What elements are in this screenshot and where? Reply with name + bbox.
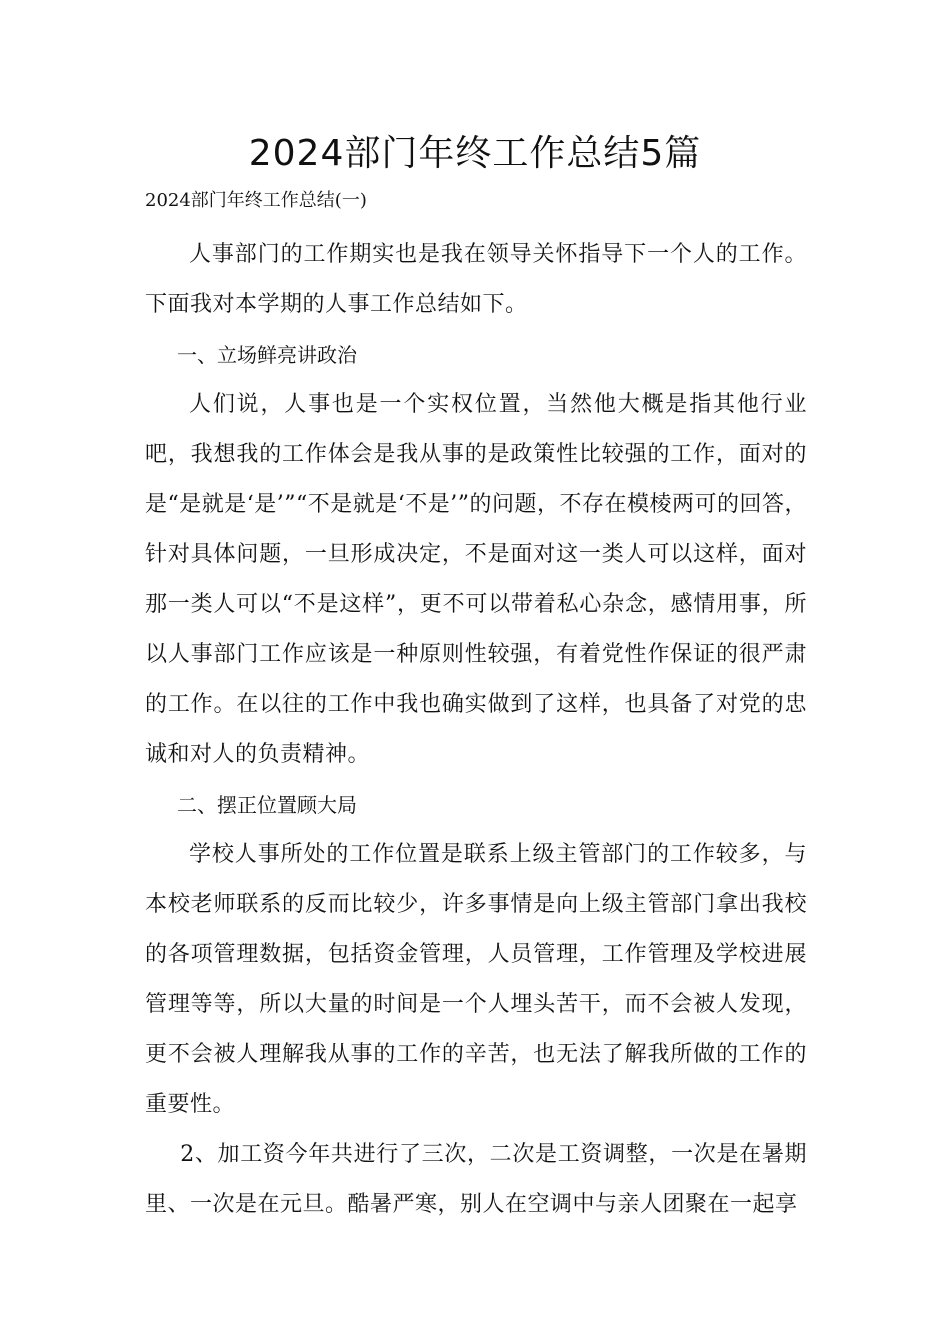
- document-title: 2024部门年终工作总结5篇: [248, 133, 702, 174]
- document-subtitle: 2024部门年终工作总结(一): [145, 190, 367, 211]
- document-body: [145, 230, 807, 1230]
- paragraph-section-2: 学校人事所处的工作位置是联系上级主管部门的工作较多，与本校老师联系的反而比较少，许多事情是向上级主管部门拿出我校的各项管理数据，包括资金管理，人员管理，工作管理及学校进展管理等等，所以大量的时间是一个人埋头苦干，而不会被人发现，更不会被人理解我从事的工作的辛苦，也无法了解我所做的工作的重要性。: [145, 842, 807, 1117]
- section-heading-2: 二、摆正位置顾大局: [177, 793, 357, 817]
- paragraph-section-1: 人们说，人事也是一个实权位置，当然他大概是指其他行业吧，我想我的工作体会是我从事的是政策性比较强的工作，面对的是“是就是‘是’”“不是就是‘不是’”的问题，不存在模棱两可的回答，针对具体问题，一旦形成决定，不是面对这一类人可以这样，面对那一类人可以“不是这样”，更不可以带着私心杂念，感情用事，所以人事部门工作应该是一种原则性较强，有着党性作保证的很严肃的工作。在以往的工作中我也确实做到了这样，也具备了对党的忠诚和对人的负责精神。: [145, 392, 807, 767]
- paragraph-intro: 人事部门的工作期实也是我在领导关怀指导下一个人的工作。下面我对本学期的人事工作总结如下。: [145, 242, 807, 317]
- section-heading-1: 一、立场鲜亮讲政治: [177, 343, 357, 367]
- paragraph-item-2: 2、加工资今年共进行了三次，二次是工资调整，一次是在暑期里、一次是在元旦。酷暑严寒，别人在空调中与亲人团聚在一起享: [145, 1142, 807, 1217]
